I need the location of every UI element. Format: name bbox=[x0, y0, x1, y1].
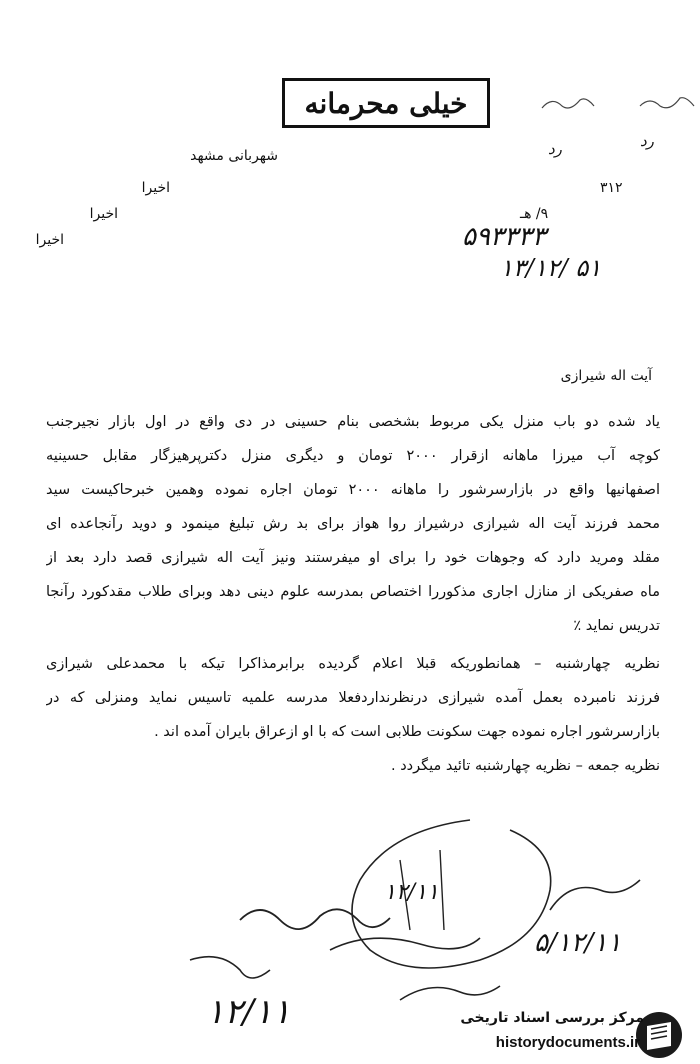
body-line: یاد شده دو باب منزل یکی مربوط بشخصی بنام حسینی در دی واقع در اول بازار نجیرجنب bbox=[46, 414, 660, 430]
watermark-name: مرکز بررسی اسناد تاریخی bbox=[460, 1010, 644, 1026]
reference-small: ۹/ هـ bbox=[520, 206, 549, 222]
body-line: کوچه آب میرزا ماهانه ازقرار ۲۰۰۰ تومان و دیگری منزل دکترپرهیزگار مقابل حسینیه bbox=[46, 448, 660, 464]
watermark-url: historydocuments.ir bbox=[495, 1034, 640, 1051]
body-line: تدریس نماید ٪ bbox=[573, 618, 660, 634]
scribble-marks bbox=[540, 86, 700, 126]
classification-stamp: خیلی محرمانه bbox=[282, 78, 490, 128]
opinion-line: نظریه چهارشنبه – همانطوریکه قبلا اعلام گردیده برابرمذاکرا تیکه با محمدعلی شیرازی bbox=[46, 656, 660, 672]
signature-date: ۵/۱۲/۱۱ bbox=[534, 928, 622, 958]
corner-mark: رد bbox=[548, 140, 562, 158]
signature-date: ۱۲/۱۱ bbox=[206, 992, 291, 1032]
reference-number: ۵۹۳۳۳۳ bbox=[462, 222, 546, 252]
body-line: ماه صفریکی از منازل اجاری مذکوررا اختصاص بمدرسه علوم دینی دهد وبرای طلاب مقدکورد رآنجا bbox=[46, 584, 660, 600]
signature-date: ۱۲/۱۱ bbox=[384, 880, 439, 905]
distribution-line: اخیرا bbox=[35, 232, 64, 248]
distribution-line: اخیرا bbox=[141, 180, 170, 196]
opinion-line: نظریه جمعه – نظریه چهارشنبه تائید میگردد . bbox=[390, 758, 660, 774]
body-line: اصفهانیها واقع در بازارسرشور را ماهانه ۲۰۰۰ تومان اجاره نموده وهمین خبرحاکیست سید bbox=[46, 482, 660, 498]
opinion-line: فرزند نامبرده بعمل آمده شیرازی درنظرنداردفعلا مدرسه علمیه تاسیس نماید ومنزلی که در bbox=[46, 690, 660, 706]
reference-date: ۱۳/۱۲/ ۵۱ bbox=[500, 254, 602, 282]
body-line: محمد فرزند آیت اله شیرازی درشیراز روا هواز برای بد رش تبلیغ مینمود و دوید رآنجاعده ای bbox=[46, 516, 660, 532]
opinion-line: بازارسرشور اجاره نموده جهت سکونت طلابی است که با او ازعراق بایران آمده اند . bbox=[154, 724, 660, 740]
doc-number: ۳۱۲ bbox=[600, 180, 623, 196]
addressee: شهربانی مشهد bbox=[190, 148, 278, 164]
corner-mark: رد bbox=[640, 132, 654, 150]
report-body bbox=[46, 405, 660, 783]
body-line: مقلد ومرید دارد که وجوهات خود را برای او میفرستند ونیز آیت اله شیرازی قصد دارد بعد از bbox=[46, 550, 660, 566]
subject-line: آیت اله شیرازی bbox=[560, 368, 652, 384]
distribution-line: اخیرا bbox=[89, 206, 118, 222]
